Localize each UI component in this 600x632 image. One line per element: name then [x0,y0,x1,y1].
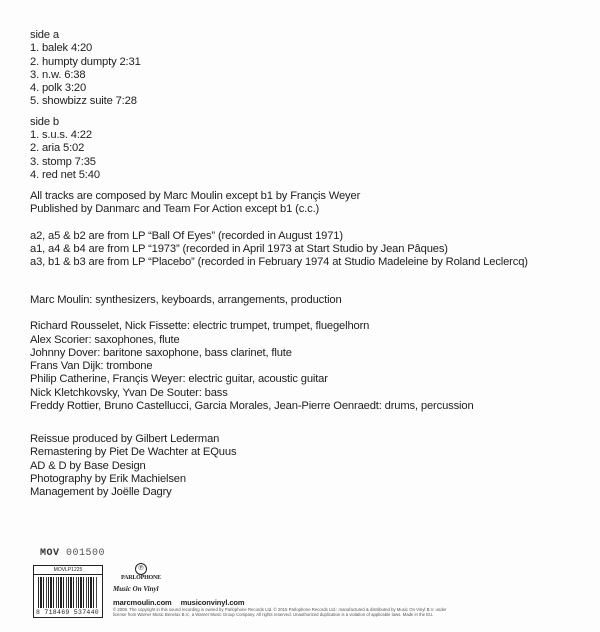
composition-line: All tracks are composed by Marc Moulin except b1 by Françis Weyer [30,190,361,202]
composition-credits [30,190,528,269]
publishing-line: Published by Danmarc and Team For Action except b1 (c.c.) [30,203,320,216]
track-b3: 3. stomp 7:35 [30,155,96,168]
catalog-number [40,548,105,559]
source-line: a2, a5 & b2 are from LP “Ball Of Eyes” (recorded in August 1971) [30,229,343,242]
production-line: Reissue produced by Gilbert Lederman [30,433,220,445]
source-line: a1, a4 & b4 are from LP “1973” (recorded in April 1973 at Start Studio by Jean Pâques) [30,242,448,255]
source-line: a3, b1 & b3 are from LP “Placebo” (recorded in February 1974 at Studio Madeleine by Roland Leclercq) [30,256,528,269]
musician-line: Frans Van Dijk: trombone [30,360,153,373]
catalog-prefix: MOV [40,548,60,559]
musician-line: Nick Kletchkovsky, Yvan De Souter: bass [30,386,228,399]
track-b2: 2. aria 5:02 [30,142,85,155]
track-b1: 1. s.u.s. 4:22 [30,129,92,142]
track-a1: 1. balek 4:20 [30,42,93,55]
barcode-bars-icon [38,577,98,608]
side-a-heading: side a [30,29,59,41]
parlophone-icon: ℗ [135,563,147,575]
catalog-serial: 001500 [66,548,106,559]
musician-line: Alex Scorier: saxophones, flute [30,333,180,346]
tracklist [30,29,141,182]
track-b4: 4. red net 5:40 [30,168,100,181]
barcode-digits: 8 718469 537440 [36,609,100,616]
musician-credits [30,294,474,413]
website-link: marcmoulin.com [113,598,172,607]
musician-line: Philip Catherine, Françis Weyer: electric guitar, acoustic guitar [30,373,328,386]
music-on-vinyl-logo: Music On Vinyl [113,585,159,593]
label-logos [113,563,169,593]
legal-notice [113,607,533,617]
production-line: AD & D by Base Design [30,459,146,472]
website-link: musiconvinyl.com [180,598,245,607]
production-line: Remastering by Piet De Wachter at EQuus [30,446,237,459]
websites [113,598,244,607]
side-b-heading: side b [30,115,59,128]
track-a2: 2. humpty dumpty 2:31 [30,55,141,68]
legal-line: © 2008. The copyright in this sound recording is owned by Parlophone Records Ltd. © 2015 Parlophone Records Ltd.: manufactured & distributed by Music On Vinyl B.V. under [113,607,447,612]
production-credits [30,433,236,499]
barcode-label: MOVLP1225 [34,566,102,575]
musician-line: Freddy Rottier, Bruno Castellucci, Garcia Morales, Jean-Pierre Oenraedt: drums, percussion [30,400,474,413]
track-a5: 5. showbizz suite 7:28 [30,95,137,108]
lead-musician: Marc Moulin: synthesizers, keyboards, arrangements, production [30,294,342,306]
track-a3: 3. n.w. 6:38 [30,68,86,81]
production-line: Management by Joëlle Dagry [30,486,172,499]
parlophone-logo [113,563,169,581]
parlophone-name: PARLOPHONE [121,575,161,581]
barcode [33,565,103,618]
legal-line: license from Warner Music Benelux B.V., a Warner Music Group Company. All rights reserved. Unauthorized duplication is a violation of applicable laws. Made in the EU. [113,612,434,617]
musician-line: Richard Rousselet, Nick Fissette: electric trumpet, trumpet, fluegelhorn [30,320,370,333]
production-line: Photography by Erik Machielsen [30,472,186,485]
track-a4: 4. polk 3:20 [30,82,87,95]
musician-line: Johnny Dover: baritone saxophone, bass clarinet, flute [30,346,292,359]
